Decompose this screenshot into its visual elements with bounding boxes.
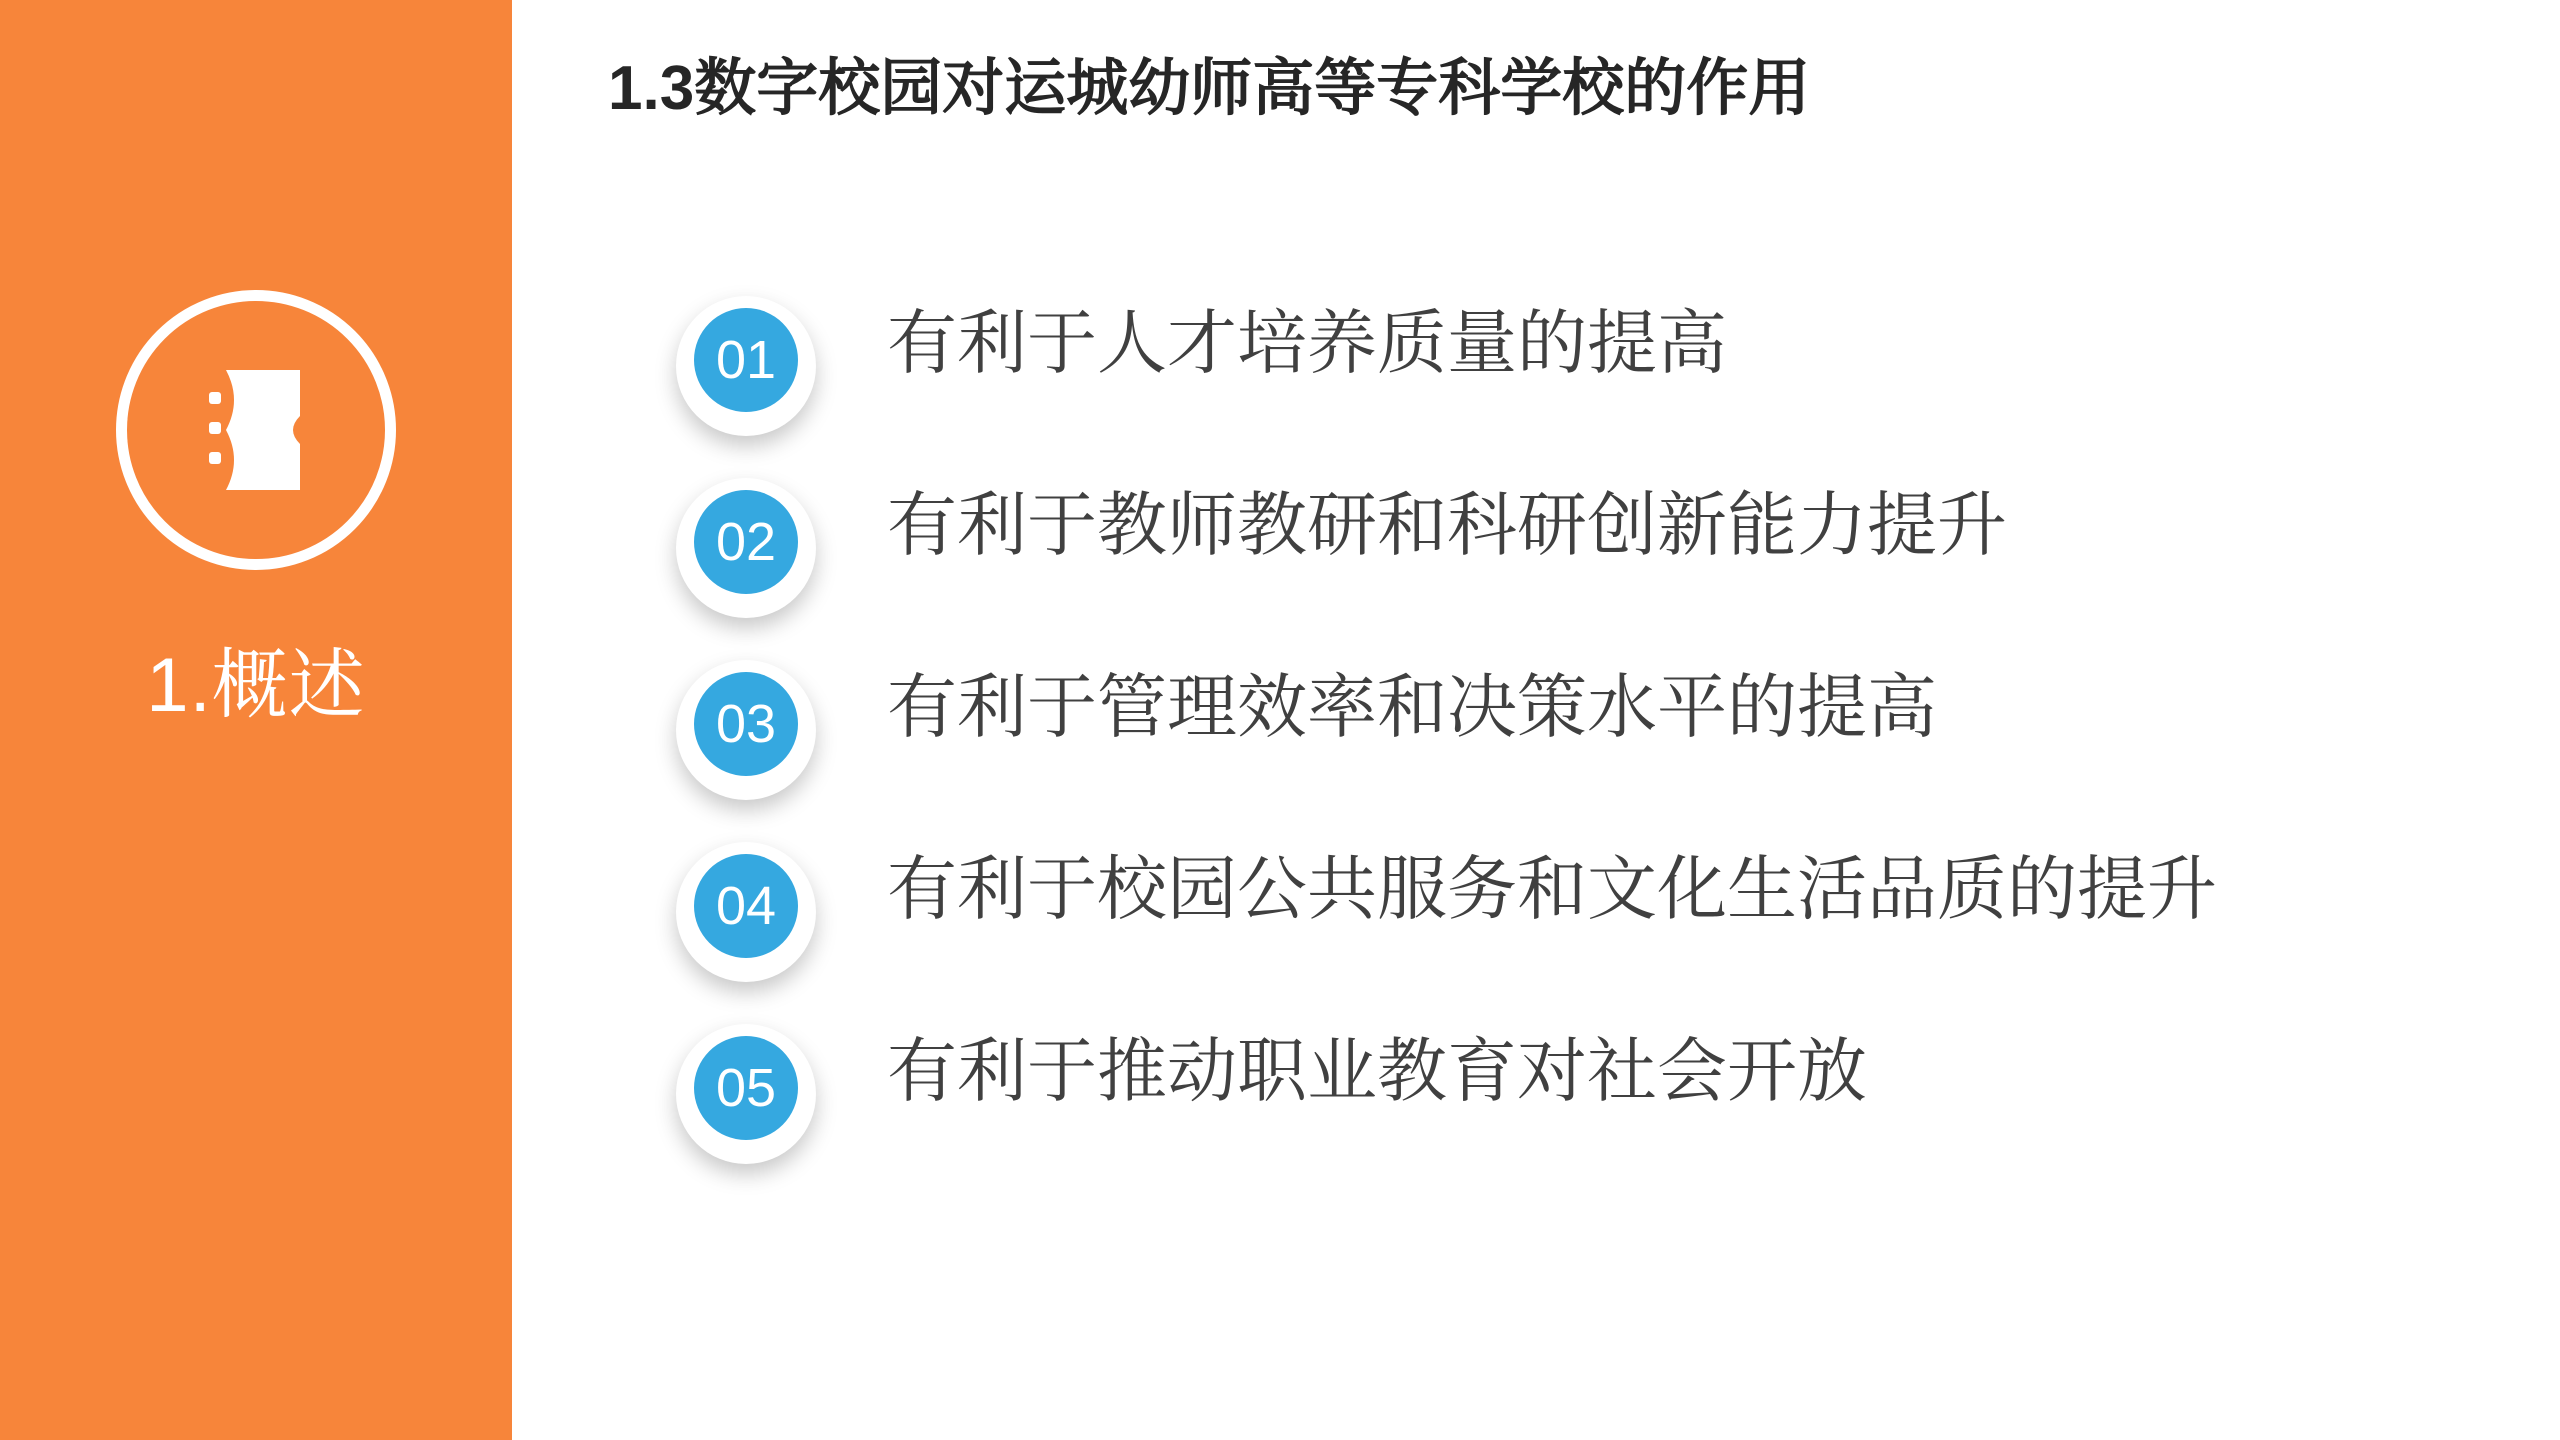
bullet-list (672, 290, 2472, 1200)
list-item (672, 654, 2472, 836)
book-icon-ring (116, 290, 396, 570)
badge-number: 03 (694, 672, 798, 776)
sidebar (0, 0, 512, 1440)
sidebar-section-label: 1.概述 (146, 643, 366, 728)
badge-number: 02 (694, 490, 798, 594)
bullet-text: 有利于教师教研和科研创新能力提升 (887, 488, 2007, 565)
bullet-badge-05 (672, 1018, 820, 1166)
book-icon (196, 364, 316, 496)
bullet-text: 有利于推动职业教育对社会开放 (887, 1034, 1867, 1111)
bullet-badge-01 (672, 290, 820, 438)
list-item (672, 836, 2472, 1018)
page-title: 1.3数字校园对运城幼师高等专科学校的作用 (608, 54, 1811, 123)
bullet-badge-03 (672, 654, 820, 802)
bullet-text: 有利于校园公共服务和文化生活品质的提升 (887, 852, 2217, 929)
bullet-text: 有利于人才培养质量的提高 (887, 306, 1727, 383)
bullet-badge-04 (672, 836, 820, 984)
bullet-text: 有利于管理效率和决策水平的提高 (887, 670, 1937, 747)
badge-number: 01 (694, 308, 798, 412)
badge-number: 04 (694, 854, 798, 958)
badge-number: 05 (694, 1036, 798, 1140)
list-item (672, 290, 2472, 472)
list-item (672, 1018, 2472, 1200)
list-item (672, 472, 2472, 654)
bullet-badge-02 (672, 472, 820, 620)
